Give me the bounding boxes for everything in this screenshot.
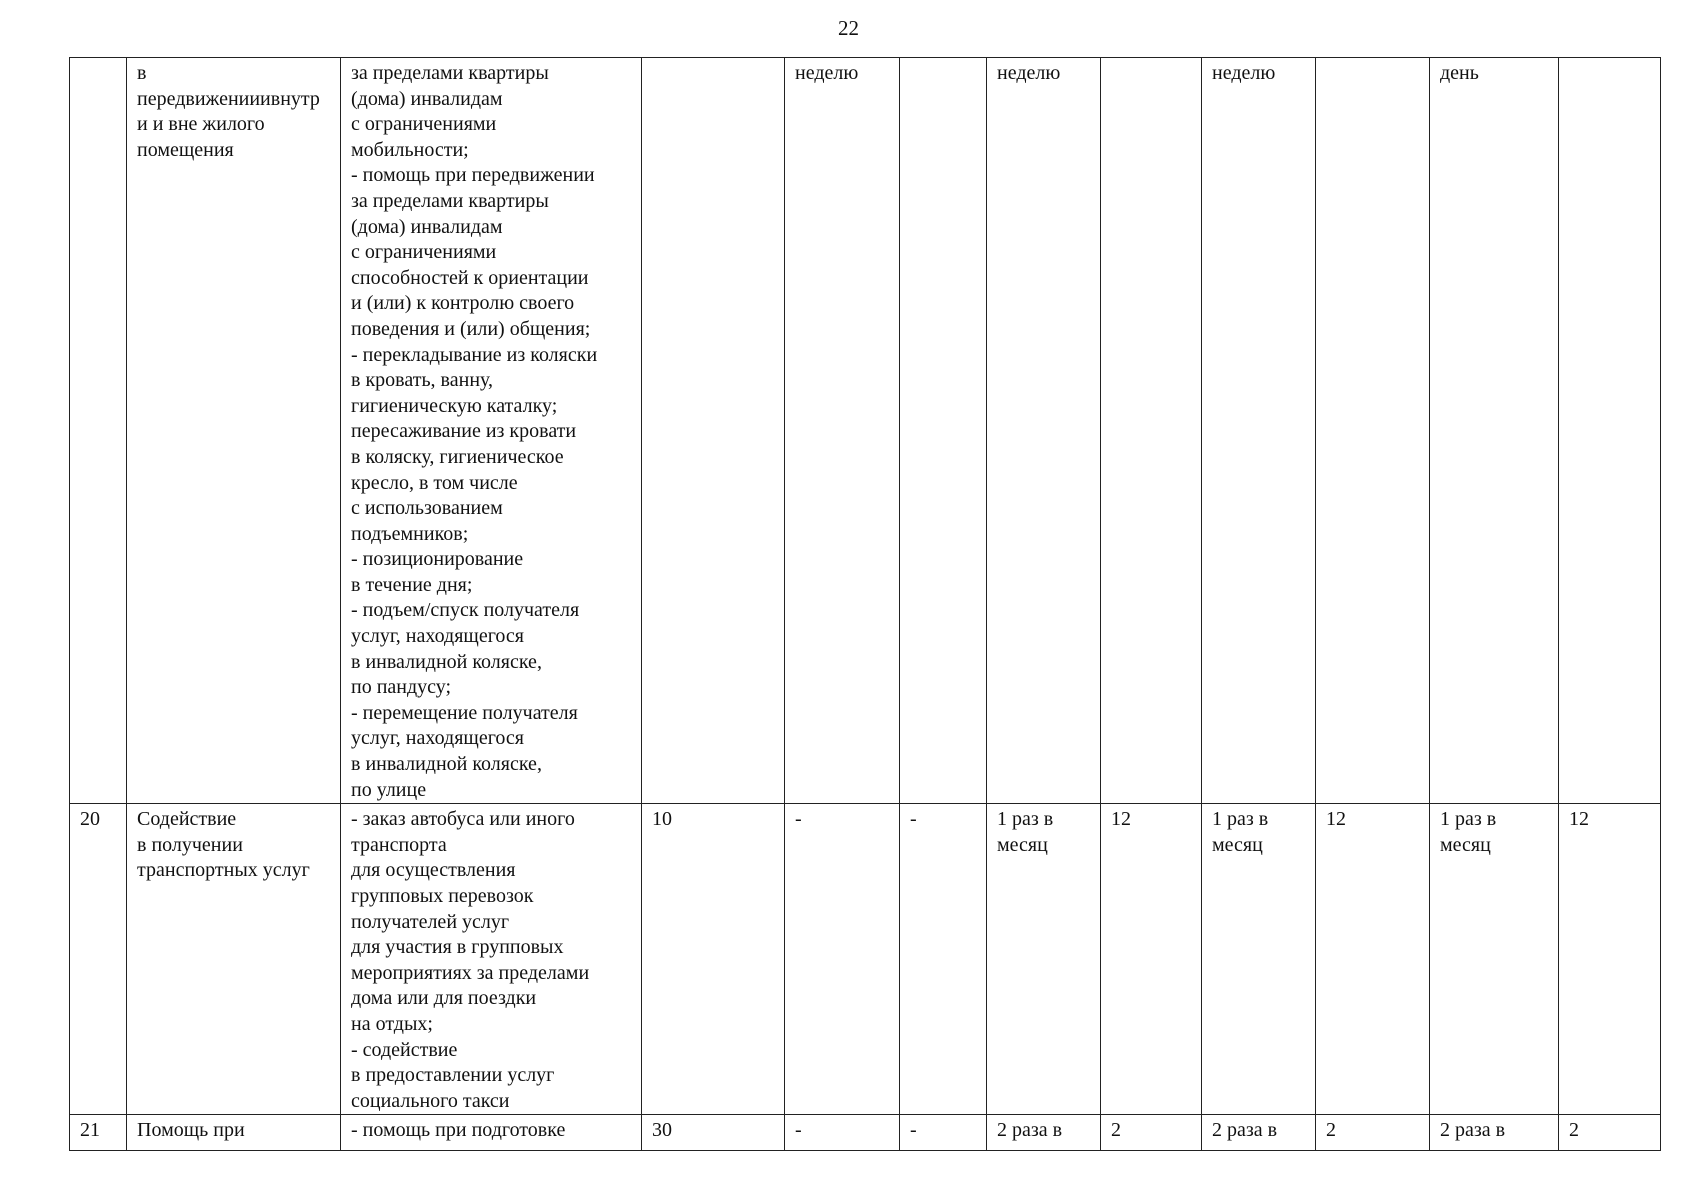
table-cell xyxy=(1316,58,1430,804)
service-content-cell: за пределами квартиры (дома) инвалидам с ограничениями мобильности; - помощь при передвижении за пределами квартиры (дома) инвалидам с ограничениями способностей к ориентации и (или) к контролю своего поведения и (или) общения; - перекладывание из коляски в кровать, ванну, гигиеническую каталку; пересаживание из кровати в коляску, гигиеническое кресло, в том числе с использованием подъемников; - позиционирование в течение дня; - подъем/спуск получателя услуг, находящегося в инвалидной коляске, по пандусу; - перемещение получателя услуг, находящегося в инвалидной коляске, по улице xyxy=(341,58,642,804)
table-row xyxy=(70,804,1661,1115)
table-cell: 12 xyxy=(1316,804,1430,1115)
table-cell xyxy=(1101,58,1202,804)
table-cell: 1 раз в месяц xyxy=(987,804,1101,1115)
table-cell: 2 раза в xyxy=(1202,1115,1316,1151)
service-name-cell: Помощь при xyxy=(127,1115,341,1151)
table-cell: 2 раза в xyxy=(987,1115,1101,1151)
table-cell: неделю xyxy=(785,58,900,804)
table-cell: 12 xyxy=(1559,804,1661,1115)
table-row xyxy=(70,1115,1661,1151)
table-cell: - xyxy=(900,804,987,1115)
row-number-cell: 20 xyxy=(70,804,127,1115)
table-cell: 1 раз в месяц xyxy=(1430,804,1559,1115)
table-cell xyxy=(642,58,785,804)
table-cell: день xyxy=(1430,58,1559,804)
table-cell xyxy=(900,58,987,804)
table-row xyxy=(70,58,1661,804)
table-cell: 2 xyxy=(1559,1115,1661,1151)
table-cell xyxy=(1559,58,1661,804)
table-cell: 10 xyxy=(642,804,785,1115)
services-table xyxy=(69,57,1661,1151)
table-cell: 1 раз в месяц xyxy=(1202,804,1316,1115)
table-cell: 2 раза в xyxy=(1430,1115,1559,1151)
page-number: 22 xyxy=(838,16,859,40)
table-cell: - xyxy=(785,1115,900,1151)
service-content-cell: - заказ автобуса или иного транспорта для осуществления групповых перевозок получателей услуг для участия в групповых мероприятиях за пределами дома или для поездки на отдых; - содействие в предоставлении услуг социального такси xyxy=(341,804,642,1115)
table-cell: неделю xyxy=(987,58,1101,804)
table-cell: - xyxy=(900,1115,987,1151)
table-cell: 12 xyxy=(1101,804,1202,1115)
table-cell: 2 xyxy=(1316,1115,1430,1151)
table-cell: 2 xyxy=(1101,1115,1202,1151)
table-cell: неделю xyxy=(1202,58,1316,804)
row-number-cell: 21 xyxy=(70,1115,127,1151)
table-cell: 30 xyxy=(642,1115,785,1151)
service-name-cell: в передвиженииивнутр и и вне жилого помещения xyxy=(127,58,341,804)
row-number-cell xyxy=(70,58,127,804)
service-name-cell: Содействие в получении транспортных услуг xyxy=(127,804,341,1115)
service-content-cell: - помощь при подготовке xyxy=(341,1115,642,1151)
table-cell: - xyxy=(785,804,900,1115)
